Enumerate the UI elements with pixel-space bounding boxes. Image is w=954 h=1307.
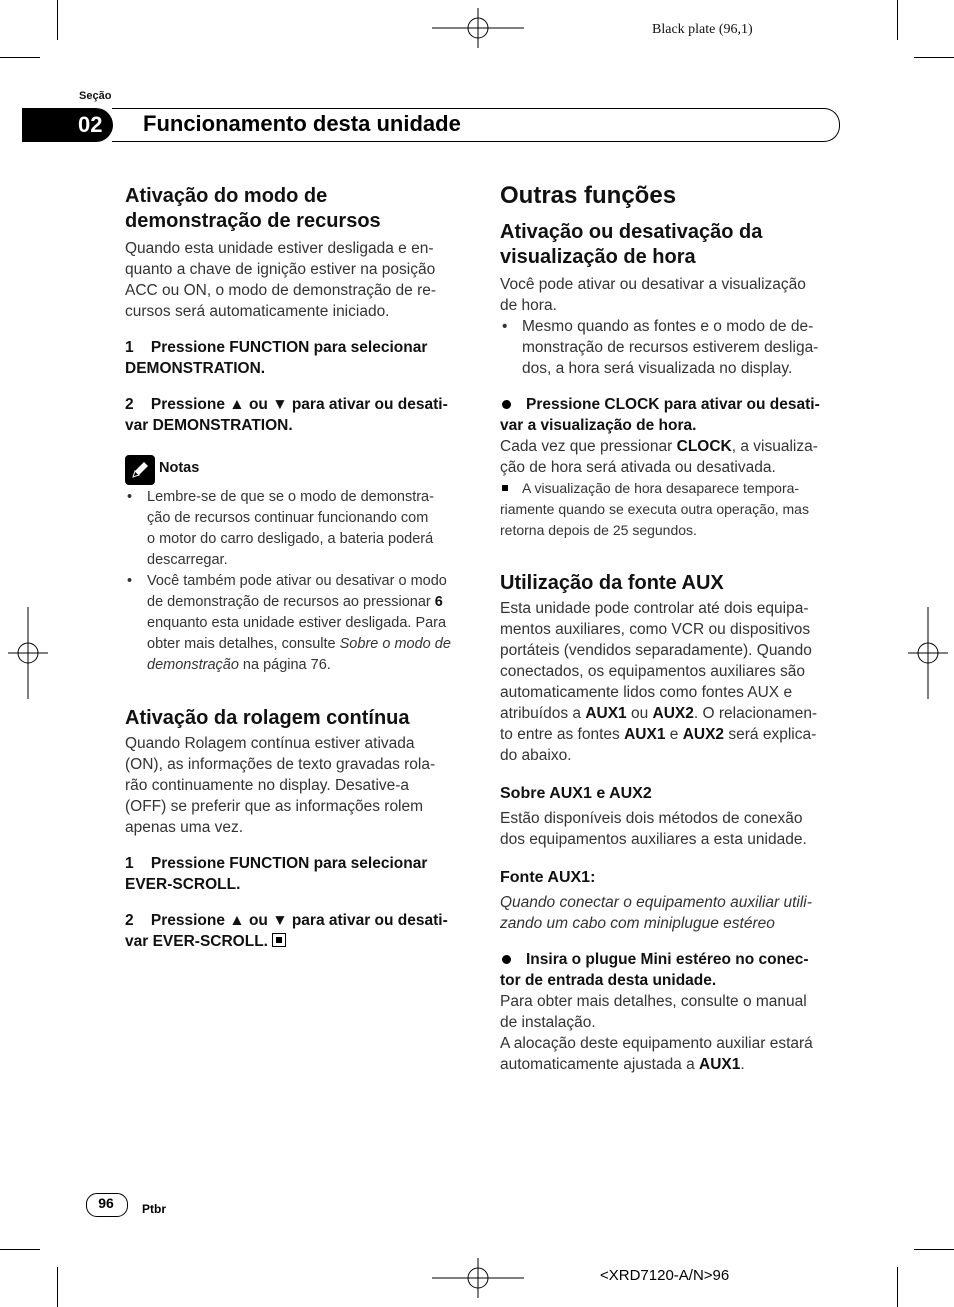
text-line: cursos será automaticamente iniciado. bbox=[125, 303, 390, 320]
text-line: (OFF) se preferir que as informações rolem bbox=[125, 798, 424, 815]
crop-mark bbox=[914, 1249, 954, 1250]
text-line: o motor do carro desligado, a bateria poderá bbox=[147, 531, 434, 547]
text-line: de instalação. bbox=[500, 1014, 596, 1031]
text-line: quanto a chave de ignição estiver na posição bbox=[125, 261, 436, 278]
aux-sub1-text bbox=[500, 808, 845, 850]
text-line: A visualização de hora desaparece tempora- bbox=[522, 480, 800, 496]
text-line: Quando esta unidade estiver desligada e en- bbox=[125, 240, 434, 257]
text-line: A alocação deste equipamento auxiliar estará bbox=[500, 1035, 813, 1052]
text-line: ACC ou ON, o modo de demonstração de re- bbox=[125, 282, 437, 299]
text-part: to entre as fontes bbox=[500, 726, 620, 743]
crop-mark bbox=[57, 1267, 58, 1307]
registration-mark-icon bbox=[908, 607, 948, 699]
text-part: obter mais detalhes, consulte bbox=[147, 636, 336, 652]
text-part: atribuídos a bbox=[500, 705, 581, 722]
text-line: Para obter mais detalhes, consulte o manual bbox=[500, 993, 807, 1010]
aux-heading: Utilização da fonte AUX bbox=[500, 572, 724, 594]
scroll-step-2 bbox=[125, 910, 470, 952]
demo-intro bbox=[125, 238, 470, 322]
text-line: tor de entrada desta unidade. bbox=[500, 972, 717, 989]
black-plate-label: Black plate (96,1) bbox=[652, 22, 753, 37]
text-part: para ativar ou desati- bbox=[291, 912, 448, 929]
text-part: e bbox=[669, 726, 679, 743]
text-part: na página 76. bbox=[242, 657, 331, 673]
text-line: Você também pode ativar ou desativar o modo bbox=[147, 573, 447, 589]
down-arrow-icon: ▼ bbox=[272, 912, 288, 929]
text-line: Você pode ativar ou desativar a visualização bbox=[500, 276, 806, 293]
left-column bbox=[125, 184, 470, 952]
pencil-note-icon bbox=[125, 455, 155, 485]
list-item: • Mesmo quando as fontes e o modo de de- monstração de recursos estiverem desliga- dos, a hora será visualizada no display. bbox=[500, 316, 845, 379]
aux1-label: AUX1 bbox=[585, 705, 627, 722]
text-line: Quando conectar o equipamento auxiliar utili- bbox=[500, 894, 812, 911]
crop-mark bbox=[57, 0, 58, 40]
text-line: Pressione FUNCTION para selecionar bbox=[150, 855, 428, 872]
crop-mark bbox=[897, 0, 898, 40]
registration-mark-icon bbox=[432, 1258, 524, 1298]
text-line: automaticamente lidos como fontes AUX e bbox=[500, 684, 793, 701]
clock-action bbox=[500, 394, 845, 436]
text-part: , a visualiza- bbox=[731, 438, 818, 455]
up-arrow-icon: ▲ bbox=[229, 396, 245, 413]
text-line: dos, a hora será visualizada no display. bbox=[522, 360, 793, 377]
text-part: ou bbox=[248, 396, 268, 413]
page-number: 96 bbox=[98, 1195, 114, 1211]
crop-mark bbox=[0, 1249, 40, 1250]
text-line: de hora. bbox=[500, 297, 557, 314]
text-part: automaticamente ajustada a bbox=[500, 1056, 695, 1073]
text-line: var EVER-SCROLL. bbox=[125, 933, 268, 950]
text-line: Quando Rolagem contínua estiver ativada bbox=[125, 735, 415, 752]
registration-mark-icon bbox=[8, 607, 48, 699]
key-6-label: 6 bbox=[434, 594, 443, 610]
notes-header bbox=[125, 455, 470, 485]
cross-reference: Sobre o modo de bbox=[339, 636, 451, 652]
scroll-heading: Ativação da rolagem contínua bbox=[125, 707, 410, 729]
up-arrow-icon: ▲ bbox=[229, 912, 245, 929]
text-line: riamente quando se executa outra operação, mas bbox=[500, 501, 809, 517]
demo-step-2 bbox=[125, 394, 470, 436]
text-line: descarregar. bbox=[147, 552, 228, 568]
crop-mark bbox=[0, 57, 40, 58]
text-line: Pressione FUNCTION para selecionar bbox=[150, 339, 428, 356]
text-part: será explica- bbox=[728, 726, 817, 743]
crop-mark bbox=[897, 1267, 898, 1307]
cross-reference: demonstração bbox=[147, 657, 239, 673]
text-part: Pressione bbox=[150, 912, 225, 929]
action-bullet-icon bbox=[502, 400, 511, 409]
section-number: 02 bbox=[78, 112, 103, 137]
text-line: Insira o plugue Mini estéreo no conec- bbox=[526, 951, 809, 968]
text-line: Lembre-se de que se o modo de demonstra- bbox=[147, 489, 434, 505]
clock-note bbox=[500, 478, 845, 541]
text-part: . O relacionamen- bbox=[693, 705, 818, 722]
clock-intro bbox=[500, 274, 845, 316]
text-line: Esta unidade pode controlar até dois equipa- bbox=[500, 600, 809, 617]
language-label: Ptbr bbox=[142, 1202, 166, 1216]
aux1-label: AUX1 bbox=[699, 1056, 741, 1073]
scroll-step-1 bbox=[125, 853, 470, 895]
text-line: DEMONSTRATION. bbox=[125, 360, 266, 377]
notes-list bbox=[125, 487, 470, 676]
aux2-label: AUX2 bbox=[652, 705, 694, 722]
aux-action bbox=[500, 949, 845, 991]
text-line: rão continuamente no display. Desative-a bbox=[125, 777, 410, 794]
note-square-icon bbox=[502, 485, 508, 491]
text-line: var DEMONSTRATION. bbox=[125, 417, 293, 434]
notes-label: Notas bbox=[159, 460, 200, 476]
text-line: mentos auxiliares, como VCR ou dispositivos bbox=[500, 621, 811, 638]
text-line: (ON), as informações de texto gravadas rola- bbox=[125, 756, 436, 773]
text-part: para ativar ou desati- bbox=[291, 396, 448, 413]
aux-subheading-1: Sobre AUX1 e AUX2 bbox=[500, 785, 652, 802]
text-line: ção de recursos continuar funcionando com bbox=[147, 510, 429, 526]
end-of-section-icon bbox=[272, 933, 286, 947]
text-line: retorna depois de 25 segundos. bbox=[500, 522, 697, 538]
text-part: Pressione bbox=[150, 396, 225, 413]
demo-step-1 bbox=[125, 337, 470, 379]
list-item: • Você também pode ativar ou desativar o modo de demonstração de recursos ao pressionar 6 enquanto esta unidade estiver desligada. Para obter mais detalhes, consulte Sobre o modo de demonstração na página 76. bbox=[125, 571, 470, 676]
text-line: apenas uma vez. bbox=[125, 819, 244, 836]
registration-mark-icon bbox=[432, 8, 524, 48]
aux1-label: AUX1 bbox=[624, 726, 666, 743]
section-title: Funcionamento desta unidade bbox=[143, 111, 461, 136]
text-line: portáteis (vendidos separadamente). Quando bbox=[500, 642, 812, 659]
demo-heading: Ativação do modo de demonstração de recursos bbox=[125, 185, 381, 232]
step-number: 1 bbox=[125, 855, 134, 872]
text-part: ou bbox=[248, 912, 268, 929]
text-line: enquanto esta unidade estiver desligada. Para bbox=[147, 615, 447, 631]
clock-key-label: CLOCK bbox=[676, 438, 732, 455]
text-line: EVER-SCROLL. bbox=[125, 876, 241, 893]
text-part: ou bbox=[630, 705, 649, 722]
step-number: 2 bbox=[125, 396, 134, 413]
text-line: do abaixo. bbox=[500, 747, 572, 764]
list-item: • Lembre-se de que se o modo de demonstra- ção de recursos continuar funcionando com o motor do carro desligado, a bateria poderá descarregar. bbox=[125, 487, 470, 571]
down-arrow-icon: ▼ bbox=[272, 396, 288, 413]
text-line: var a visualização de hora. bbox=[500, 417, 697, 434]
text-part: de demonstração de recursos ao pressionar bbox=[147, 594, 431, 610]
text-line: ção de hora será ativada ou desativada. bbox=[500, 459, 776, 476]
step-number: 2 bbox=[125, 912, 134, 929]
aux-sub2-italic bbox=[500, 892, 845, 934]
aux-intro bbox=[500, 598, 845, 766]
text-line: monstração de recursos estiverem desliga- bbox=[522, 339, 819, 356]
step-number: 1 bbox=[125, 339, 134, 356]
text-line: Mesmo quando as fontes e o modo de de- bbox=[522, 318, 814, 335]
aux-instructions bbox=[500, 991, 845, 1075]
text-part: Cada vez que pressionar bbox=[500, 438, 673, 455]
right-column bbox=[500, 182, 845, 1075]
section-label: Seção bbox=[79, 90, 112, 102]
text-line: Pressione CLOCK para ativar ou desati- bbox=[526, 396, 820, 413]
clock-description bbox=[500, 436, 845, 478]
text-line: conectados, os equipamentos auxiliares são bbox=[500, 663, 806, 680]
text-line: Estão disponíveis dois métodos de conexão bbox=[500, 810, 803, 827]
crop-mark bbox=[914, 57, 954, 58]
text-line: dos equipamentos auxiliares a esta unidade. bbox=[500, 831, 807, 848]
other-functions-title: Outras funções bbox=[500, 182, 677, 209]
text-part: . bbox=[740, 1056, 745, 1073]
action-bullet-icon bbox=[502, 955, 511, 964]
document-code: <XRD7120-A/N>96 bbox=[600, 1267, 730, 1284]
aux2-label: AUX2 bbox=[682, 726, 725, 743]
text-line: zando um cabo com miniplugue estéreo bbox=[500, 915, 775, 932]
scroll-intro bbox=[125, 733, 470, 838]
aux-subheading-2: Fonte AUX1: bbox=[500, 869, 596, 886]
clock-heading: Ativação ou desativação da visualização de hora bbox=[500, 221, 763, 268]
clock-bullets bbox=[500, 316, 845, 379]
